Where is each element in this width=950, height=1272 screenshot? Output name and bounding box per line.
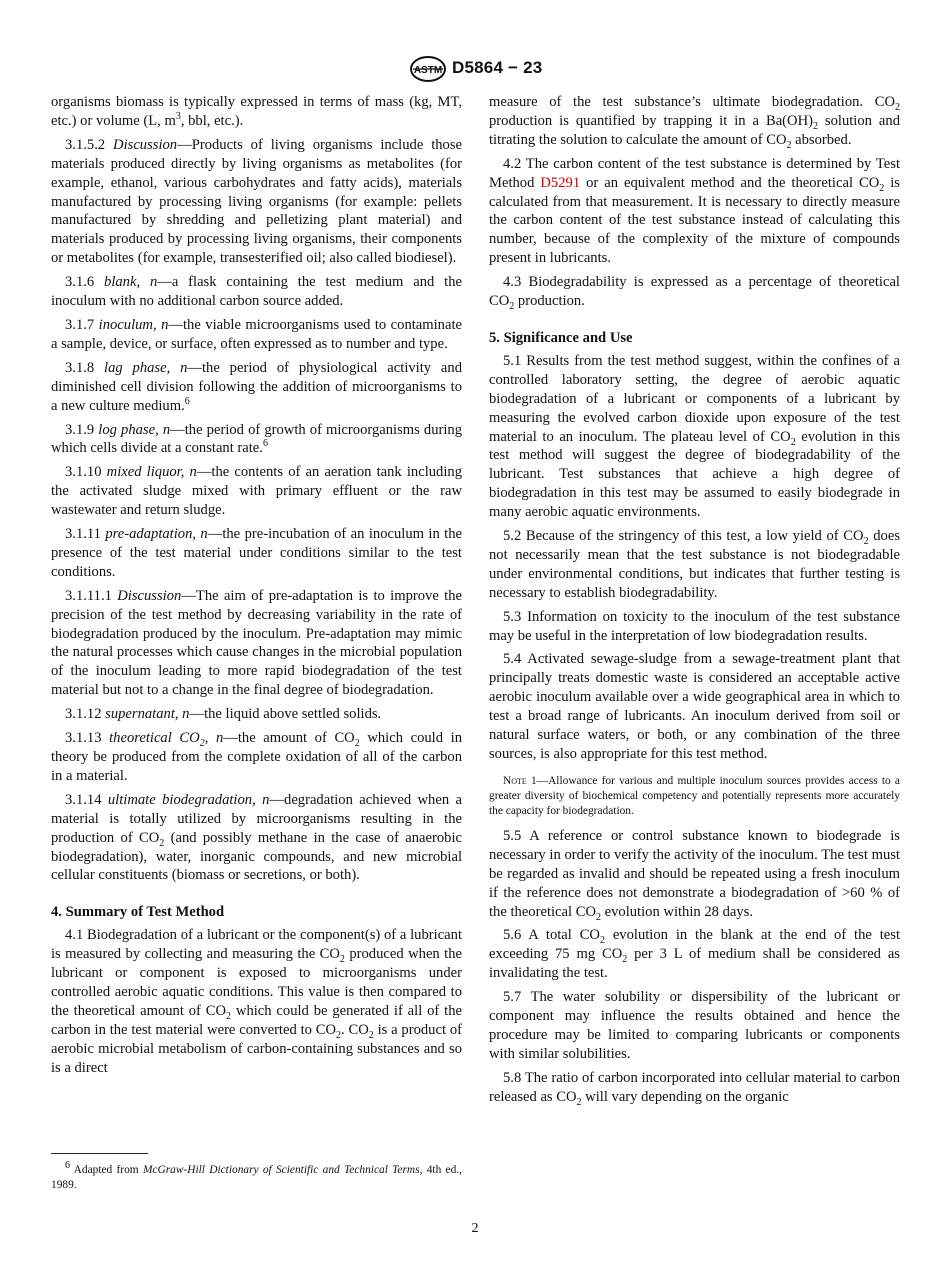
astm-logo-icon xyxy=(409,56,447,82)
definition-blank: 3.1.6 blank, n—a flask containing the test medium and the inoculum with no additional carbon source added. xyxy=(51,274,462,310)
paragraph-5-1: 5.1 Results from the test method suggest, within the confines of a controlled laboratory setting, the degree of aerobic aquatic biodegradation of a lubricant or components of a lubricant by measuring the evolved carbon dioxide upon exposure of the test material to an inoculum. The plateau level of $CO_2$ evolution in this test method will suggest the degree of biodegradability of the lubricant. Test substances that achieve a high degree of biodegradation in this test may be assumed to easily biodegrade in many aerobic aquatic environments. xyxy=(489,352,901,521)
page-number: 2 xyxy=(471,1221,479,1236)
svg-text:ASTM: ASTM xyxy=(413,65,443,76)
footnote-divider xyxy=(51,1153,148,1154)
paragraph-5-5: 5.5 A reference or control substance known to biodegrade is necessary in order to verify the activity of the inoculum. The test must be regarded as invalid and should be repeated using a fresh inoculum if the reference does not demonstrate a biodegradation of >60 % of the theoretical $CO_2$ evolution within 28 days. xyxy=(489,827,900,923)
definition-mixed-liquor: 3.1.10 mixed liquor, n—the contents of an aeration tank including the activated sludge mixed with primary effluent or the raw wastewater and return sludge. xyxy=(51,464,463,519)
definition-supernatant: 3.1.12 supernatant, n—the liquid above settled solids. xyxy=(65,706,382,723)
paragraph-5-8: 5.8 The ratio of carbon incorporated into cellular material to carbon released as $CO_2$ will vary depending on the organic xyxy=(489,1069,900,1108)
footnote-6: $^6$ Adapted from McGraw-Hill Dictionary of Scientific and Technical Terms, 4th ed., 1989. xyxy=(51,1160,462,1191)
paragraph-4-3: 4.3 Biodegradability is expressed as a percentage of theoretical $CO_2$ production. xyxy=(489,274,900,312)
paragraph-5-7: 5.7 The water solubility or dispersibility of the lubricant or component may influence the results obtained and hence the procedure may be limited to comparing lubricants or components with similar solubilities. xyxy=(489,989,900,1062)
definition-inoculum: 3.1.7 inoculum, n—the viable microorganisms used to contaminate a sample, device, or surface, often expressed as to number and type. xyxy=(51,316,462,352)
section-heading-4: 4. Summary of Test Method xyxy=(51,904,225,921)
paragraph-5-2: 5.2 Because of the stringency of this test, a low yield of $CO_2$ does not necessarily mean that the test substance is not biodegradable under environmental conditions, but indicates that further testing is necessary to establish biodegradability. xyxy=(489,528,900,601)
definition-pre-adaptation: 3.1.11 pre-adaptation, n—the pre-incubation of an inoculum in the presence of the test material under conditions similar to the test conditions. xyxy=(51,526,462,580)
paragraph-3-1-5-2: 3.1.5.2 Discussion—Products of living organisms include those materials produced directly by living organisms as metabolites (for example, ethanol, various carbohydrates and fatty acids), materials manufactured by processing living organisms (for example: pellets manufactured by shredding and pelletizing plant material) and materials produced by processing living organisms, their components or metabolites (for example, transesterified oil; also called biodiesel). xyxy=(51,136,462,267)
test-method-link[interactable]: D5291 xyxy=(540,174,581,191)
definition-ultimate-biodegradation: 3.1.14 ultimate biodegradation, n—degradation achieved when a material is totally utilized by microorganisms resulting in the production of $CO_2$ (and possibly methane in the case of anaerobic biodegradation), water, inorganic compounds, and new microbial cellular constituents (biomass or secretions, or both). xyxy=(51,791,462,884)
document-number: D5864 − 23 xyxy=(452,58,543,77)
section-heading-5: 5. Significance and Use xyxy=(489,329,633,346)
paragraph-continuation-right: measure of the test substance’s ultimate biodegradation. $CO_2$ production is quantified by trapping it in a $Ba(OH)_2$ solution and titrating the solution to calculate the amount of $CO_2$ absorbed. xyxy=(489,94,900,151)
paragraph-4-1: 4.1 Biodegradation of a lubricant or the component(s) of a lubricant is measured by collecting and measuring the $CO_2$ produced when the lubricant or component is exposed to microorganisms under controlled aerobic aquatic conditions. This value is then compared to the theoretical amount of $CO_2$ which could be generated if all of the carbon in the test material were converted to $CO_2$. $CO_2$ is a product of aerobic microbial metabolism of carbon-containing substances and so is a direct xyxy=(51,927,462,1076)
paragraph-continuation: organisms biomass is typically expressed in terms of mass (kg, MT, etc.) or volume (L, $m^3$, bbl, etc.). xyxy=(51,94,462,129)
left-column xyxy=(51,93,462,1083)
paragraph-5-6: 5.6 A total $CO_2$ evolution in the blank at the end of the test exceeding 75 mg $CO_2$ per 3 L of medium shall be considered as invalidating the test. xyxy=(489,927,900,982)
note-1: Note 1—Allowance for various and multiple inoculum sources provides access to a greater diversity of biochemical competency and potentially represents more accurately the capacity for biodegradation. xyxy=(489,774,900,817)
paragraph-5-4: 5.4 Activated sewage-sludge from a sewage-treatment plant that principally treats domestic waste is considered an acceptable active aerobic inoculum available over a wide geographical area in which to test a broad range of lubricants. An inoculum derived from soil or natural surface waters, or both, or any combination of the three sources, is also appropriate for this test method. xyxy=(489,651,900,762)
right-column xyxy=(489,93,900,1112)
definition-theoretical-co2: 3.1.13 theoretical $CO_2$, n—the amount of $CO_2$ which could in theory be produced from the complete oxidation of all of the carbon in a material. xyxy=(51,730,462,784)
paragraph-4-2: 4.2 The carbon content of the test substance is determined by Test Method D5291 or an equivalent method and the theoretical $CO_2$ is calculated from that measurement. It is necessary to directly measure the carbon content of the test substance instead of calculating this number, because of the complexity of the mixture of compounds present in lubricants. xyxy=(489,155,900,267)
paragraph-3-1-11-1: 3.1.11.1 Discussion—The aim of pre-adaptation is to improve the precision of the test method by decreasing variability in the rate of biodegradation produced by the inoculum. Pre-adaptation may mimic the natural processes which cause changes in the microbial population of the inoculum leading to more rapid biodegradation of the test material but not to a change in the final degree of biodegradation. xyxy=(51,587,462,699)
definition-lag-phase: 3.1.8 lag phase, n—the period of physiological activity and diminished cell division following the addition of microorganisms to a new culture medium.$^6$ xyxy=(51,359,462,414)
paragraph-5-3: 5.3 Information on toxicity to the inoculum of the test substance may be useful in the interpretation of low biodegradation results. xyxy=(489,608,900,644)
page-header xyxy=(0,56,950,84)
definition-log-phase: 3.1.9 log phase, n—the period of growth of microorganisms during which cells divide at a constant rate.$^6$ xyxy=(51,421,462,457)
